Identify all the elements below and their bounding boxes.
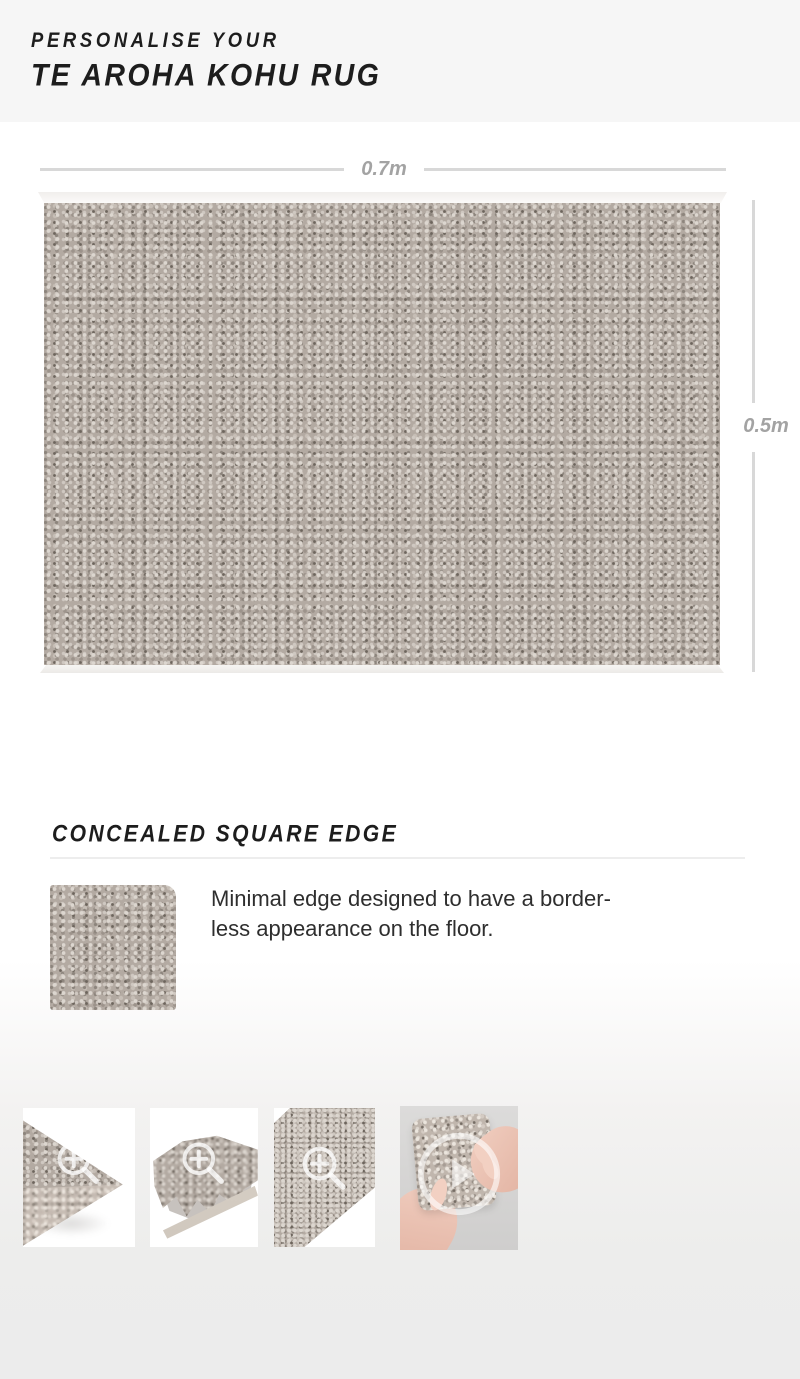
gallery-thumbnail-rug-edge[interactable] [150, 1108, 258, 1247]
zoom-in-icon [53, 1138, 105, 1190]
width-dimension-label: 0.7m [361, 158, 407, 180]
height-dimension-line-bottom [752, 452, 755, 672]
header-band [0, 0, 800, 122]
edge-description-line-1: Minimal edge designed to have a border- [211, 886, 611, 911]
edge-description-line-2: less appearance on the floor. [211, 916, 494, 941]
play-icon [415, 1130, 503, 1218]
page-title: TE AROHA KOHU RUG [31, 58, 382, 93]
height-dimension-label: 0.5m [743, 415, 789, 437]
edge-section-title: CONCEALED SQUARE EDGE [52, 820, 399, 847]
width-dimension-line-left [40, 168, 344, 171]
zoom-in-icon [178, 1138, 230, 1190]
width-dimension-line-right [424, 168, 726, 171]
edge-section-divider [50, 857, 745, 859]
edge-description [211, 884, 681, 944]
gallery-thumbnail-rug-corner[interactable] [23, 1108, 135, 1247]
rug-preview-image [44, 203, 720, 665]
zoom-in-icon [298, 1142, 352, 1196]
edge-style-thumbnail [50, 885, 176, 1010]
gallery-thumbnail-rug-texture[interactable] [274, 1108, 375, 1247]
header-eyebrow: PERSONALISE YOUR [31, 29, 280, 53]
gallery-thumbnail-sample-video[interactable] [400, 1106, 518, 1250]
height-dimension-line-top [752, 200, 755, 403]
rug-bottom-edge [40, 665, 724, 673]
rug-top-edge [38, 192, 727, 203]
